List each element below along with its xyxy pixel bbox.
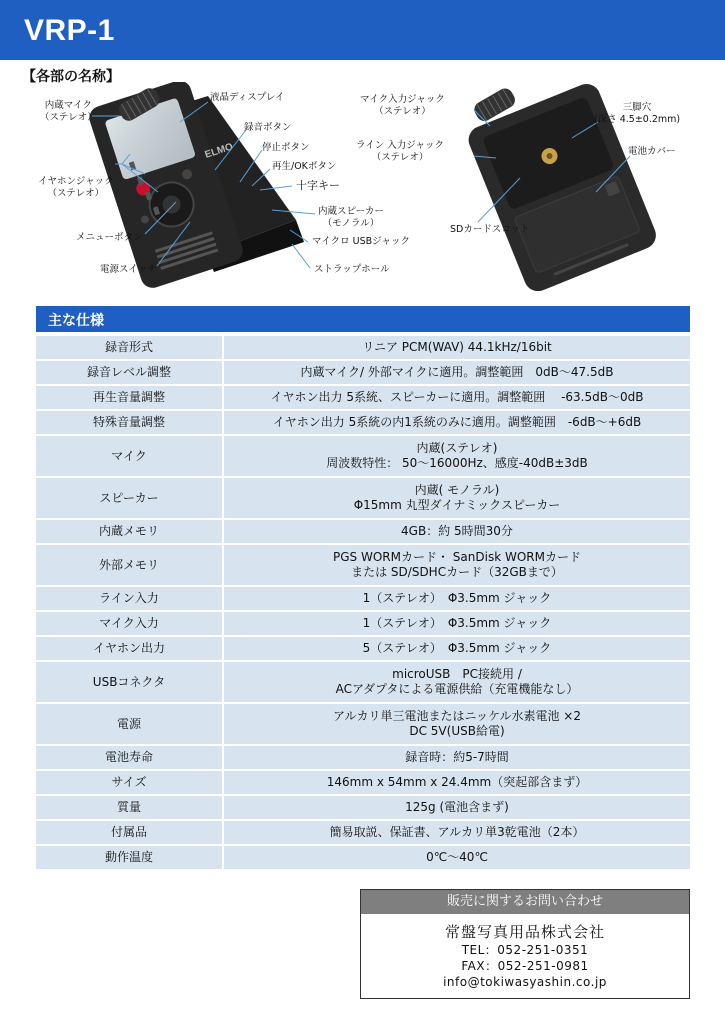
spec-key: 内蔵メモリ (36, 520, 224, 543)
contact-header: 販売に関するお問い合わせ (361, 890, 689, 914)
brand-logo: ELMO (203, 141, 235, 161)
spec-value: 0℃～40℃ (224, 846, 690, 869)
front-device-image (86, 82, 304, 291)
spec-key: スピーカー (36, 478, 224, 518)
spec-row (36, 520, 690, 543)
spec-value: 5（ステレオ） Φ3.5mm ジャック (224, 637, 690, 660)
label-power-switch: 電源スイッチ (100, 264, 157, 275)
label-usb-jack: マイクロ USBジャック (312, 236, 410, 247)
spec-row (36, 545, 690, 585)
label-mic-input-jack: マイク入力ジャック （ステレオ） (360, 94, 445, 117)
spec-section-header (36, 306, 690, 332)
spec-value: PGS WORMカード・ SanDisk WORMカード または SD/SDHCカード（32GBまで） (224, 545, 690, 585)
spec-row (36, 336, 690, 359)
label-battery-cover: 電池カバー (628, 146, 676, 157)
spec-row (36, 361, 690, 384)
label-lcd: 液晶ディスプレイ (210, 92, 285, 103)
title-bar (0, 0, 725, 60)
spec-row (36, 771, 690, 794)
spec-value: イヤホン出力 5系統の内1系統のみに適用。調整範囲 -6dB～+6dB (224, 411, 690, 434)
page-title: VRP-1 (24, 14, 115, 47)
spec-key: 電源 (36, 704, 224, 744)
spec-value: 内蔵マイク/ 外部マイクに適用。調整範囲 0dB～47.5dB (224, 361, 690, 384)
spec-value: microUSB PC接続用 / ACアダプタによる電源供給（充電機能なし） (224, 662, 690, 702)
label-line-input-jack: ライン 入力ジャック （ステレオ） (356, 140, 445, 163)
contact-tel: TEL：052-251-0351 (461, 943, 589, 957)
contact-box (360, 889, 690, 999)
spec-key: 質量 (36, 796, 224, 819)
contact-email: info@tokiwasyashin.co.jp (443, 975, 607, 989)
spec-value: リニア PCM(WAV) 44.1kHz/16bit (224, 336, 690, 359)
contact-fax: FAX：052-251-0981 (461, 959, 589, 973)
spec-key: 付属品 (36, 821, 224, 844)
spec-key: ライン入力 (36, 587, 224, 610)
spec-value: 内蔵(ステレオ) 周波数特性： 50～16000Hz、感度-40dB±3dB (224, 436, 690, 476)
spec-key: 特殊音量調整 (36, 411, 224, 434)
spec-value: 録音時：約5-7時間 (224, 746, 690, 769)
spec-row (36, 637, 690, 660)
spec-key: マイク入力 (36, 612, 224, 635)
spec-value: 内蔵( モノラル) Φ15mm 丸型ダイナミックスピーカー (224, 478, 690, 518)
label-rec-button: 録音ボタン (244, 122, 292, 133)
label-strap-hole: ストラップホール (314, 264, 390, 275)
spec-value: 146mm x 54mm x 24.4mm（突起部含まず） (224, 771, 690, 794)
spec-table (36, 334, 690, 871)
spec-value: イヤホン出力 5系統、スピーカーに適用。調整範囲 -63.5dB～0dB (224, 386, 690, 409)
spec-key: マイク (36, 436, 224, 476)
spec-row (36, 704, 690, 744)
spec-row (36, 436, 690, 476)
label-earphone-jack: イヤホンジャック （ステレオ） (38, 176, 114, 199)
spec-value: 1（ステレオ） Φ3.5mm ジャック (224, 587, 690, 610)
spec-key: サイズ (36, 771, 224, 794)
spec-key: 再生音量調整 (36, 386, 224, 409)
spec-row (36, 746, 690, 769)
spec-key: USBコネクタ (36, 662, 224, 702)
label-cross-key: 十字キー (296, 179, 340, 192)
spec-row (36, 386, 690, 409)
spec-row (36, 612, 690, 635)
spec-section-title: 主な仕様 (48, 313, 104, 329)
label-sd-slot: SDカードスロット (450, 224, 530, 235)
spec-row (36, 411, 690, 434)
spec-value: 1（ステレオ） Φ3.5mm ジャック (224, 612, 690, 635)
spec-row (36, 821, 690, 844)
spec-key: 録音形式 (36, 336, 224, 359)
parts-section-title: 【各部の名称】 (22, 69, 120, 85)
spec-row (36, 662, 690, 702)
spec-key: イヤホン出力 (36, 637, 224, 660)
label-speaker: 内蔵スピーカー （モノラル） (318, 206, 384, 229)
spec-value: アルカリ単三電池またはニッケル水素電池 ×2 DC 5V(USB給電) (224, 704, 690, 744)
spec-key: 録音レベル調整 (36, 361, 224, 384)
spec-key: 電池寿命 (36, 746, 224, 769)
label-builtin-mic: 内蔵マイク （ステレオ） (40, 100, 97, 123)
label-stop-button: 停止ボタン (262, 142, 310, 153)
spec-row (36, 587, 690, 610)
spec-value: 簡易取説、保証書、アルカリ単3乾電池（2本） (224, 821, 690, 844)
spec-key: 外部メモリ (36, 545, 224, 585)
label-play-ok-button: 再生/OKボタン (272, 161, 337, 172)
label-tripod-hole: 三脚穴 (深さ 4.5±0.2mm) (594, 102, 681, 125)
parts-diagram (0, 82, 725, 294)
spec-value: 125g (電池含まず) (224, 796, 690, 819)
company-name: 常盤写真用品株式会社 (444, 923, 605, 941)
spec-row (36, 478, 690, 518)
label-menu-button: メニューボタン (76, 232, 143, 243)
spec-row (36, 796, 690, 819)
spec-row (36, 846, 690, 869)
spec-key: 動作温度 (36, 846, 224, 869)
spec-value: 4GB：約 5時間30分 (224, 520, 690, 543)
